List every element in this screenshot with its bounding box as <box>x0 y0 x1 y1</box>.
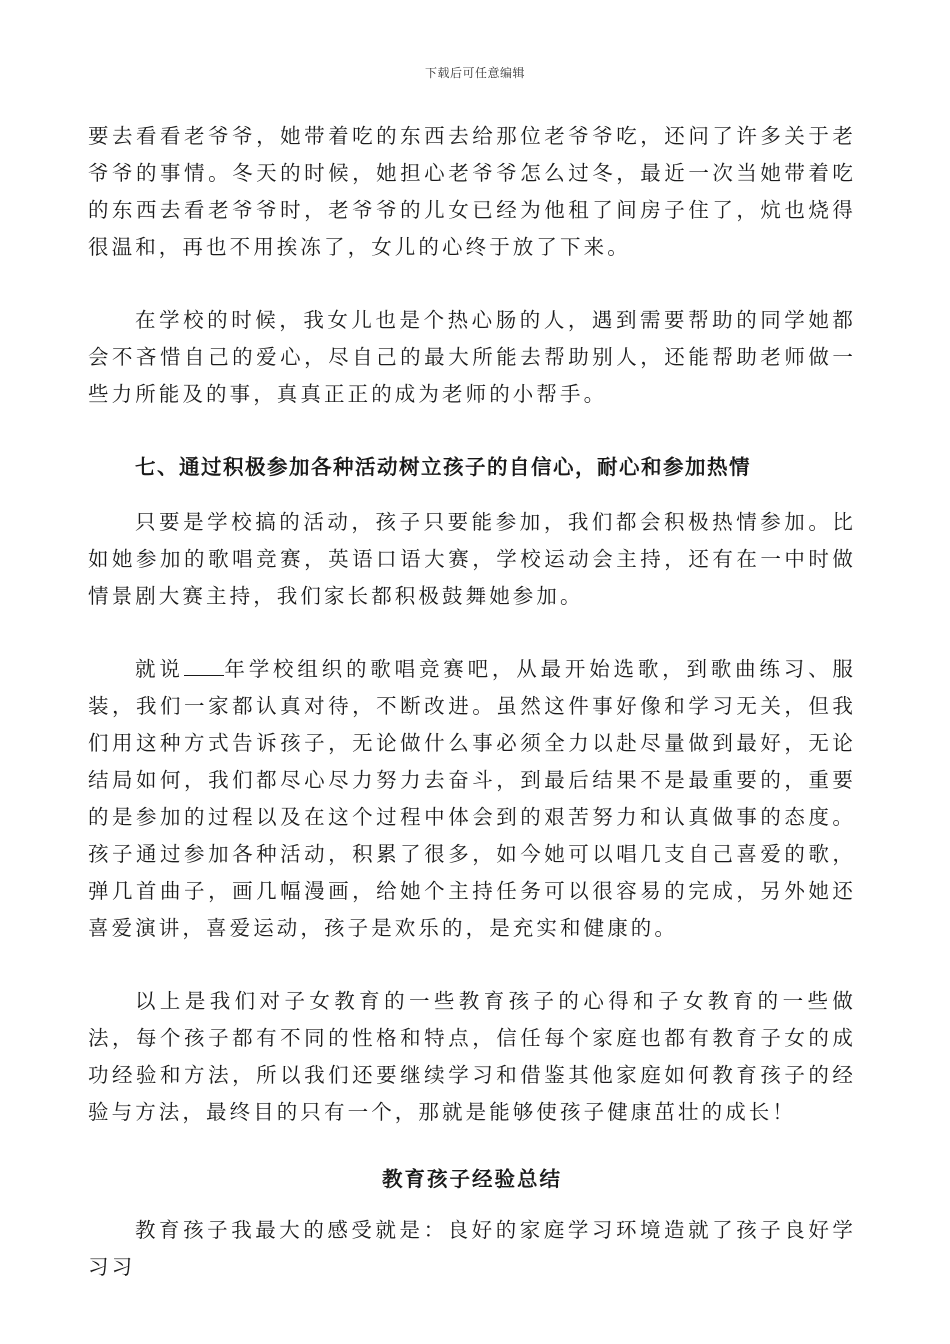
paragraph-conclusion: 以上是我们对子女教育的一些教育孩子的心得和子女教育的一些做法，每个孩子都有不同的性格和特点，信任每个家庭也都有教育子女的成功经验和方法，所以我们还要继续学习和借鉴其他家庭如何教育孩子的经验与方法，最终目的只有一个，那就是能够使孩子健康茁壮的成长！ <box>88 989 856 1124</box>
paragraph-singing-start: 就说 <box>135 657 184 681</box>
paragraph-continued: 要去看看老爷爷，她带着吃的东西去给那位老爷爷吃，还问了许多关于老爷爷的事情。冬天的时候，她担心老爷爷怎么过冬，最近一次当她带着吃的东西去看老爷爷时，老爷爷的儿女已经为他租了间房子住了，炕也烧得很温和，再也不用挨冻了，女儿的心终于放了下来。 <box>88 124 856 259</box>
section-heading-seven: 七、通过积极参加各种活动树立孩子的自信心，耐心和参加热情 <box>135 455 751 479</box>
paragraph-helpful-at-school: 在学校的时候，我女儿也是个热心肠的人，遇到需要帮助的同学她都会不吝惜自己的爱心，尽自己的最大所能去帮助别人，还能帮助老师做一些力所能及的事，真真正正的成为老师的小帮手。 <box>88 308 856 406</box>
document-body <box>88 118 856 1286</box>
page-header: 下载后可任意编辑 <box>424 66 525 80</box>
paragraph-activities: 只要是学校搞的活动，孩子只要能参加，我们都会积极热情参加。比如她参加的歌唱竞赛，英语口语大赛，学校运动会主持，还有在一中时做情景剧大赛主持，我们家长都积极鼓舞她参加。 <box>88 510 856 608</box>
year-blank <box>184 657 224 676</box>
paragraph-singing-contest <box>88 651 856 947</box>
paragraph-singing-rest: 年学校组织的歌唱竞赛吧，从最开始选歌，到歌曲练习、服装，我们一家都认真对待，不断改进。虽然这件事好像和学习无关，但我们用这种方式告诉孩子，无论做什么事必须全力以赴尽量做到最好，无论结局如何，我们都尽心尽力努力去奋斗，到最后结果不是最重要的，重要的是参加的过程以及在这个过程中体会到的艰苦努力和认真做事的态度。孩子通过参加各种活动，积累了很多，如今她可以唱几支自己喜爱的歌，弹几首曲子，画几幅漫画，给她个主持任务可以很容易的完成，另外她还喜爱演讲，喜爱运动，孩子是欢乐的，是充实和健康的。 <box>88 657 856 940</box>
section-title: 教育孩子经验总结 <box>382 1167 562 1191</box>
paragraph-experience-summary: 教育孩子我最大的感受就是：良好的家庭学习环境造就了孩子良好学习习 <box>88 1218 856 1279</box>
